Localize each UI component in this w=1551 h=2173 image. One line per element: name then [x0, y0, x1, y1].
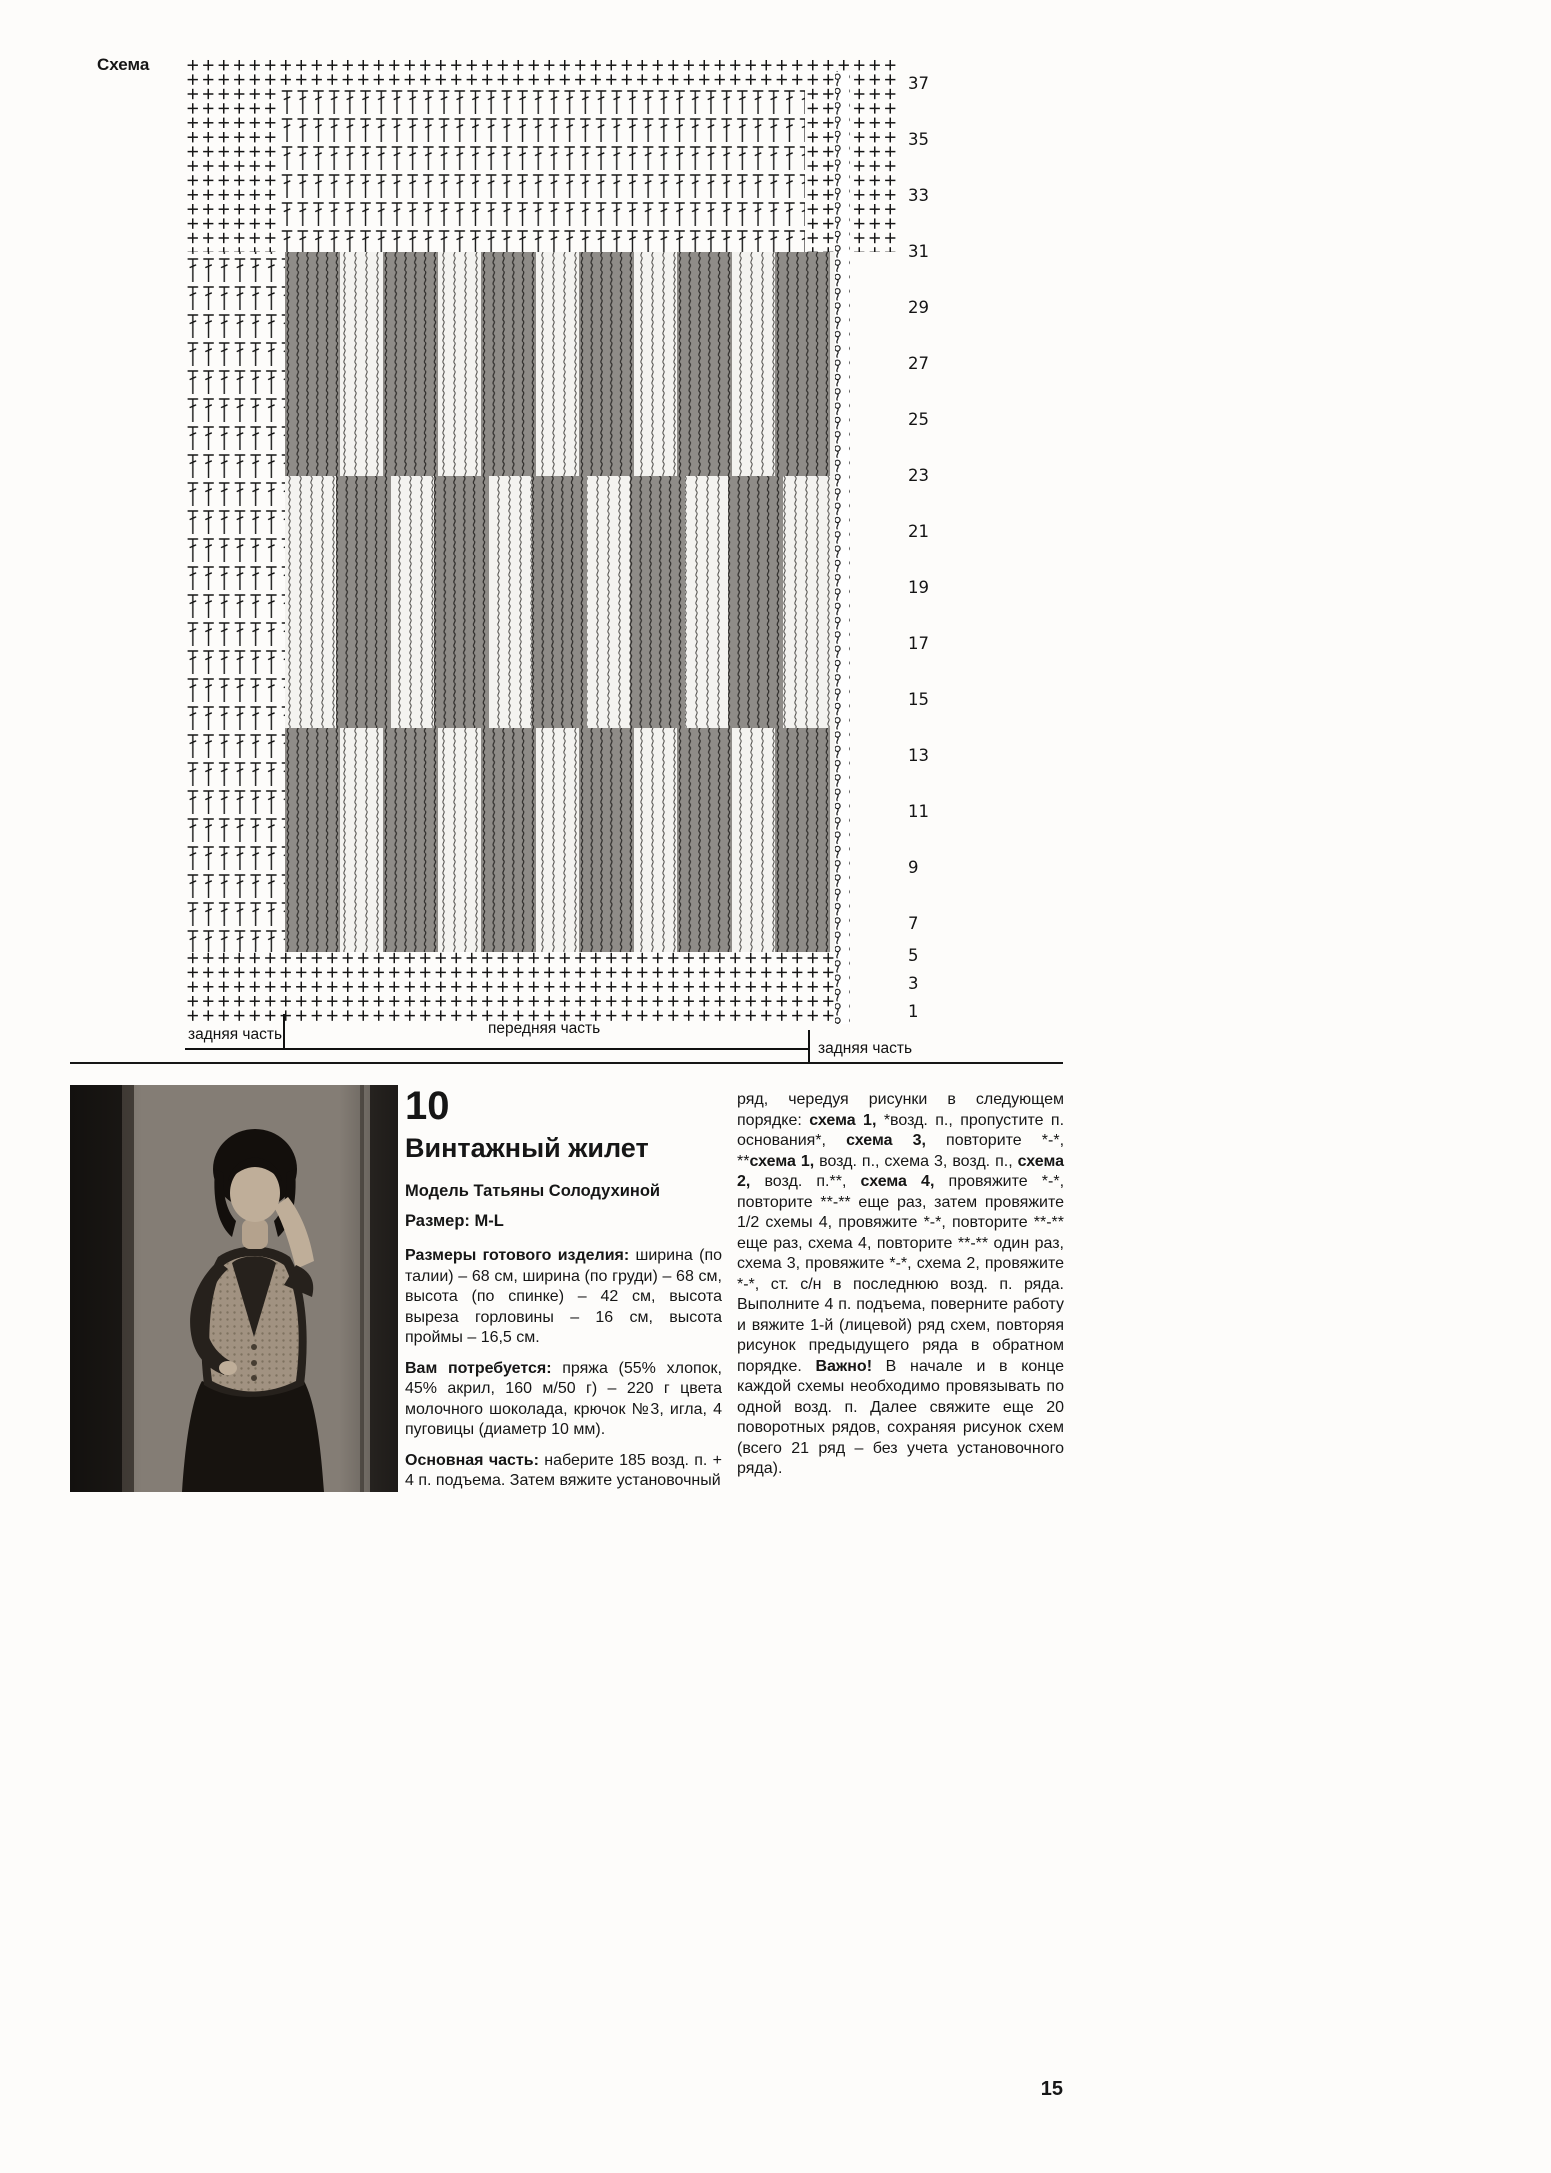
chart-label-front: передняя часть [488, 1020, 601, 1037]
model-photo-illustration [70, 1085, 398, 1492]
chart-section-underline [185, 1048, 808, 1050]
chart-row-number: 25 [908, 410, 929, 429]
chart-row-number: 1 [908, 1002, 919, 1021]
spec-paragraph: Основная часть: наберите 185 возд. п. + 4 п. подъема. Затем вяжите установочный [405, 1451, 723, 1490]
chart-row-number: 3 [908, 974, 919, 993]
crochet-chart [185, 58, 940, 1043]
chart-row-number: 11 [908, 802, 929, 821]
chart-row-number: 27 [908, 354, 929, 373]
chart-row-number: 9 [908, 858, 919, 877]
chart-row-number: 15 [908, 690, 929, 709]
chart-row-number: 21 [908, 522, 929, 541]
chart-row-number: 35 [908, 130, 929, 149]
pattern-number: 10 [405, 1084, 450, 1128]
pattern-instructions-column: ряд, чередуя рисунки в следующем порядке: схема 1, *возд. п., пропустите п. основания*, схема 3, повторите *-*, **схема 1, возд. п., схема 3, возд. п., схема 2, возд. п.**, схема 4, провяжите *-*, повторите **-** еще раз, затем провяжите 1/2 схемы 4, провяжите *-*, повторите **-** еще раз, схема 4, повторите **-** один раз, схема 3, провяжите *-*, схема 2, провяжите *-*, ст. с/н в последнюю возд. п. ряда. Выполните 4 п. подъема, поверните работу и вяжите 1-й (лицевой) ряд схем, повторяя рисунок предыдущего ряда в обратном порядке. Важно! В начале и в конце каждой схемы необходимо провязывать по одной возд. п. Далее свяжите еще 20 поворотных рядов, сохраняя рисунок схем (всего 21 ряд – без учета установочного ряда). [737, 1091, 1065, 1477]
chart-row-number: 13 [908, 746, 929, 765]
chart-section-tick-left [283, 1014, 285, 1050]
pattern-size: Размер: M-L [405, 1212, 504, 1231]
chart-row-number: 19 [908, 578, 929, 597]
chart-label-back-right: задняя часть [818, 1040, 913, 1057]
crochet-chart-svg [185, 58, 940, 1043]
pattern-summary-column [405, 1086, 722, 1502]
chart-title: Схема [97, 55, 150, 74]
chart-row-number: 5 [908, 946, 919, 965]
chart-row-number: 23 [908, 466, 929, 485]
chart-row-number: 33 [908, 186, 929, 205]
page-number: 15 [1040, 2078, 1063, 2100]
model-photo [70, 1085, 398, 1492]
spec-paragraph: Вам потребуется: пряжа (55% хлопок, 45% акрил, 160 м/50 г) – 220 г цвета молочного шоколада, крючок №3, игла, 4 пуговицы (диаметр 10 мм). [405, 1359, 722, 1439]
spec-paragraph: Размеры готового изделия: ширина (по талии) – 68 см, ширина (по груди) – 68 см, высота (по спинке) – 42 см, высота выреза горловины – 16 см, высота проймы – 16,5 см. [405, 1247, 722, 1347]
chart-row-number: 7 [908, 914, 919, 933]
article-divider-rule [70, 1062, 1063, 1064]
chart-row-number: 29 [908, 298, 929, 317]
pattern-specs [405, 1246, 722, 1492]
chart-row-number: 37 [908, 74, 929, 93]
chart-section-tick-right [808, 1030, 810, 1063]
chart-row-number: 31 [908, 242, 929, 261]
chart-row-number: 17 [908, 634, 929, 653]
pattern-designer: Модель Татьяны Солодухиной [405, 1182, 661, 1201]
chart-label-back-left: задняя часть [188, 1026, 283, 1043]
pattern-title: Винтажный жилет [405, 1133, 649, 1163]
